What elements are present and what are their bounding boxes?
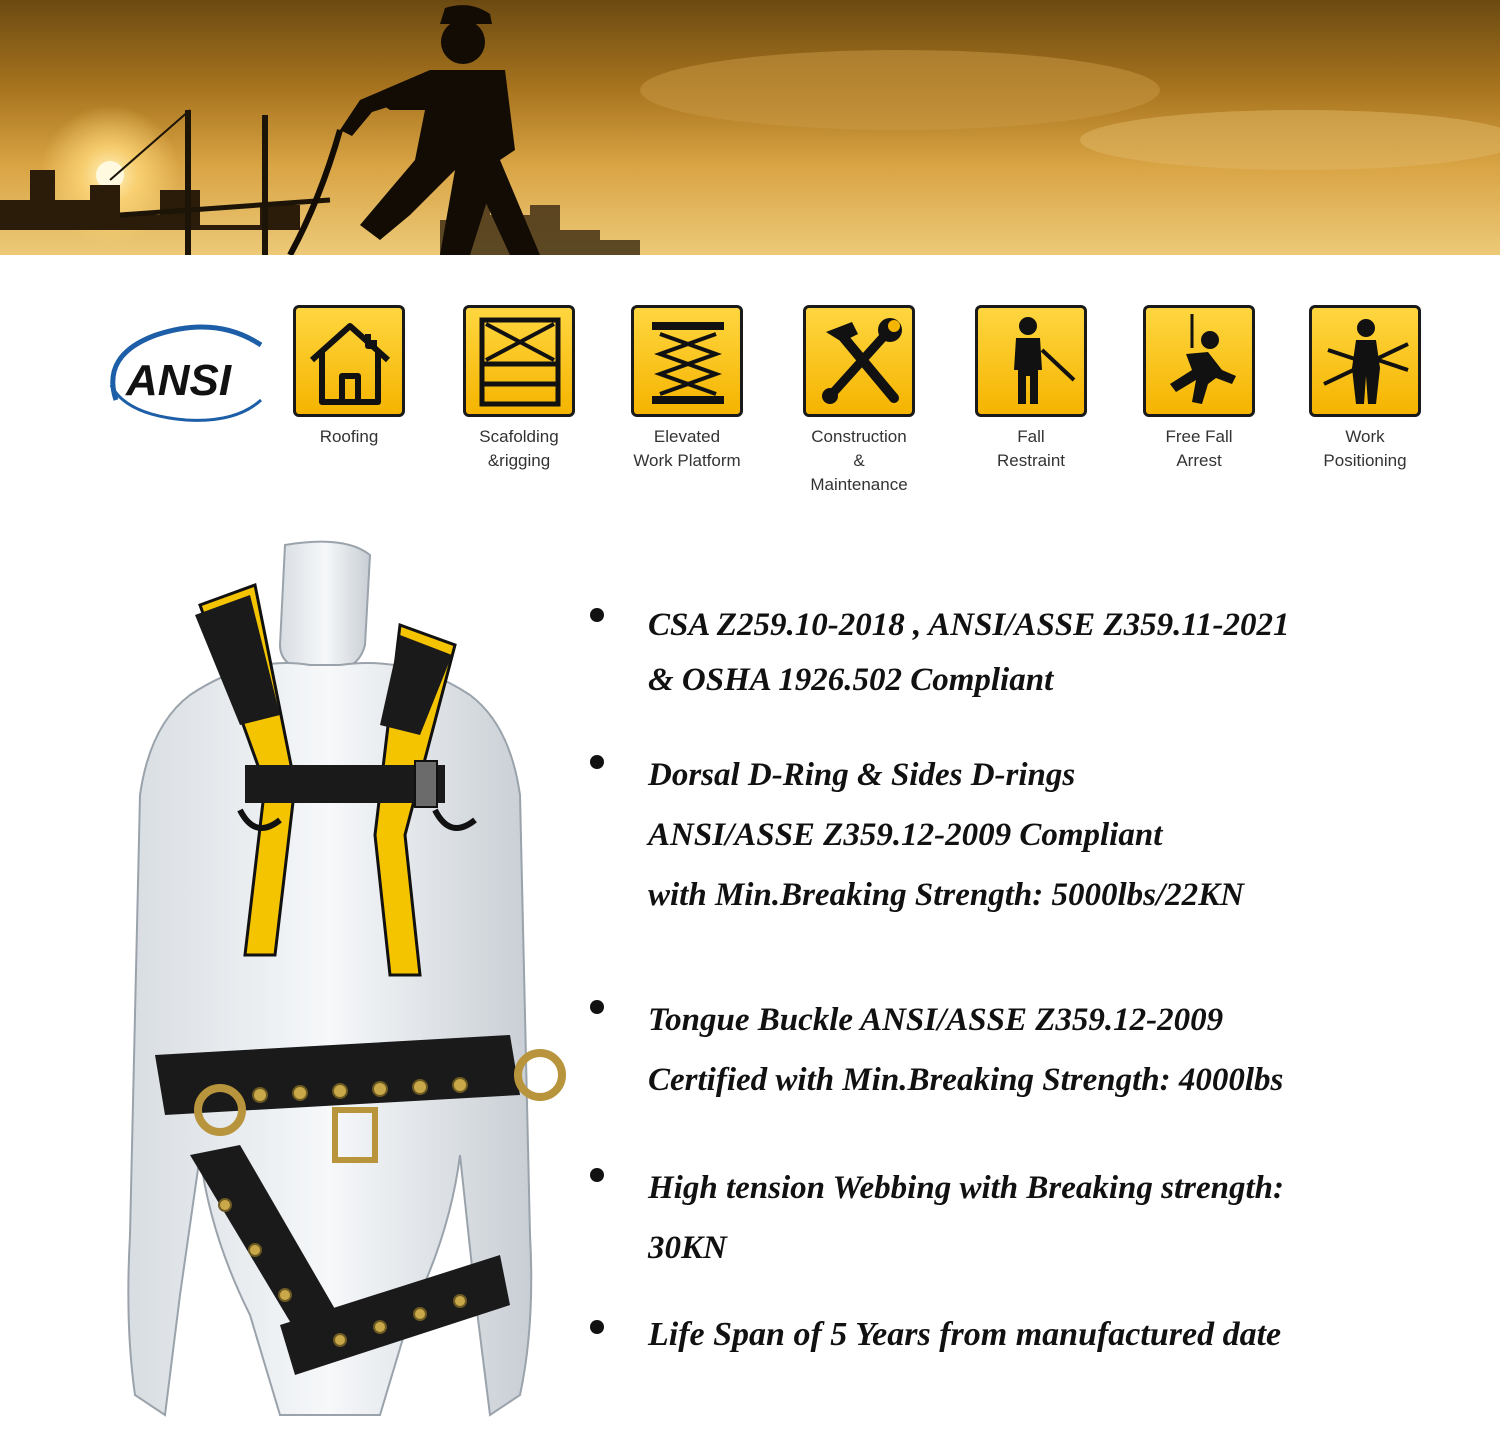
scaffold-icon <box>463 305 575 417</box>
application-roofing <box>293 305 413 449</box>
harness-product-image <box>80 535 580 1435</box>
work-positioning-icon <box>1309 305 1421 417</box>
hero-banner <box>0 0 1500 255</box>
feature-text: High tension Webbing with Breaking strength: 30KN <box>648 1170 1285 1266</box>
ansi-logo <box>96 315 266 425</box>
feature-item <box>590 598 1470 708</box>
application-work-positioning <box>1309 305 1429 473</box>
feature-item <box>590 1158 1470 1278</box>
application-label: Construction & Maintenance <box>810 427 908 494</box>
application-label: Fall Restraint <box>996 427 1066 470</box>
ansi-logo-text: ANSI <box>126 356 232 405</box>
application-fall-restraint <box>975 305 1095 473</box>
application-free-fall-arrest <box>1143 305 1263 473</box>
application-label: Scafolding &rigging <box>479 427 559 470</box>
bullet-icon <box>590 1000 604 1014</box>
feature-text: CSA Z259.10-2018 , ANSI/ASSE Z359.11-2021 & OSHA 1926.502 Compliant <box>648 607 1290 698</box>
bullet-icon <box>590 755 604 769</box>
application-scaffolding <box>463 305 583 473</box>
person-falling-icon <box>1143 305 1255 417</box>
hammer-wrench-icon <box>803 305 915 417</box>
application-construction <box>803 305 923 497</box>
feature-text: Tongue Buckle ANSI/ASSE Z359.12-2009 Certified with Min.Breaking Strength: 4000lbs <box>648 1002 1284 1098</box>
application-label: Free Fall Arrest <box>1165 427 1233 470</box>
application-elevated-platform <box>631 305 751 473</box>
house-icon <box>293 305 405 417</box>
bullet-icon <box>590 1320 604 1334</box>
application-label: Elevated Work Platform <box>633 427 741 470</box>
feature-item <box>590 990 1470 1110</box>
feature-text: Life Span of 5 Years from manufactured date <box>648 1316 1282 1353</box>
feature-item <box>590 1310 1470 1360</box>
person-restraint-icon <box>975 305 1087 417</box>
feature-text: Dorsal D-Ring & Sides D-rings ANSI/ASSE Z359.12-2009 Compliant with Min.Breaking Strength: 5000lbs/22KN <box>648 757 1244 913</box>
bullet-icon <box>590 1168 604 1182</box>
feature-item <box>590 745 1470 925</box>
worker-silhouette-image <box>0 0 1500 255</box>
scissor-lift-icon <box>631 305 743 417</box>
application-label: Work Positioning <box>1323 427 1407 470</box>
bullet-icon <box>590 608 604 622</box>
application-label: Roofing <box>319 427 379 446</box>
